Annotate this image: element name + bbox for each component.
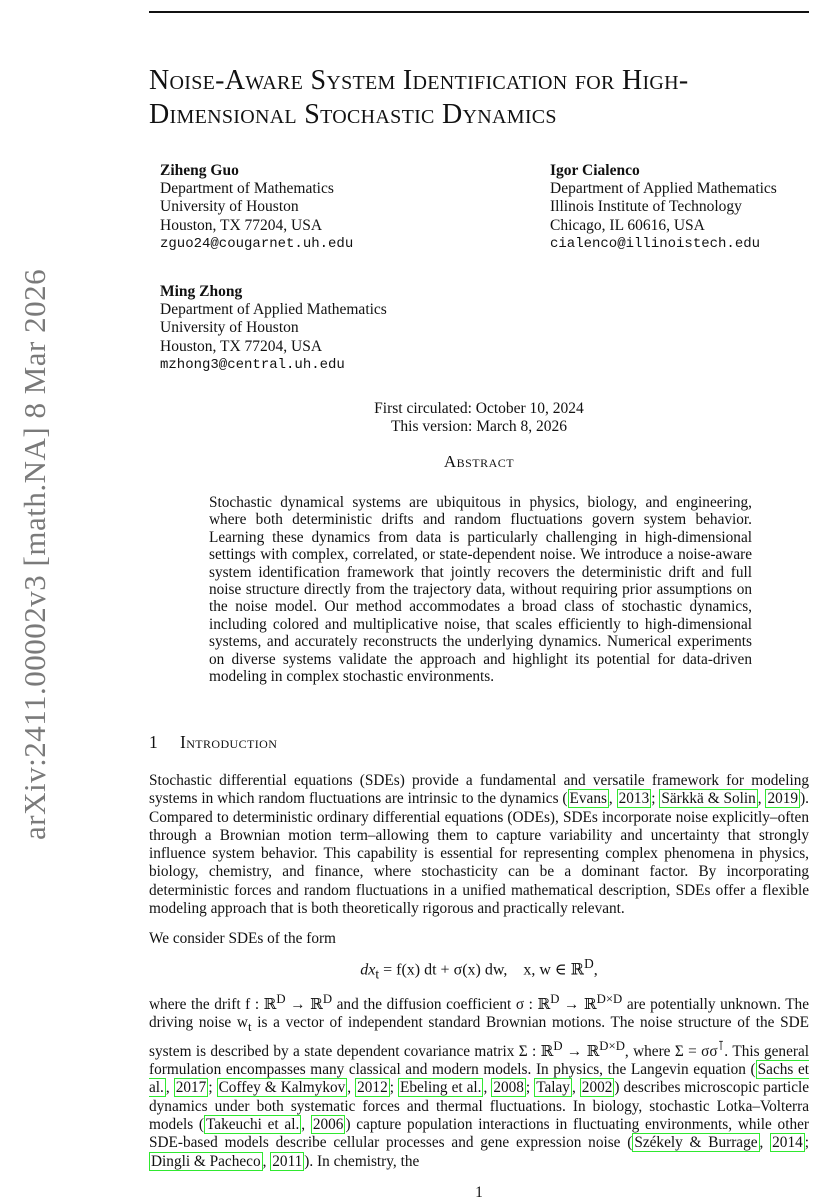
author-address: Houston, TX 77204, USA [160, 216, 323, 234]
text-run: and the diffusion coefficient σ : ℝ [332, 996, 551, 1014]
section-number: 1 [149, 732, 159, 752]
author-name: Ziheng Guo [160, 162, 239, 179]
citation-link[interactable]: Ebeling et al. [399, 1079, 482, 1097]
text-run: , [608, 790, 617, 808]
author-block-1 [160, 162, 353, 253]
author-institution: University of Houston [160, 198, 299, 216]
section-heading [149, 732, 277, 753]
author-institution: Illinois Institute of Technology [550, 198, 742, 216]
subscript: t [247, 1020, 252, 1035]
page-number: 1 [475, 1184, 483, 1201]
text-run: , [262, 1152, 271, 1170]
text-run: ; [208, 1079, 217, 1097]
superscript: D [553, 1038, 563, 1053]
title-line-1: Noise-Aware System Identification for High- [149, 65, 689, 96]
citation-link[interactable]: Coffey & Kalmykov [218, 1079, 346, 1097]
citation-link[interactable]: 2017 [175, 1079, 207, 1097]
text-run: , [757, 790, 766, 808]
superscript: ⊺ [717, 1038, 725, 1053]
text-run: is a vector of independent standard Brownian motions. The noise structure of the SDE system is described by a state dependent covariance matrix Σ : ℝ [149, 1014, 809, 1060]
citation-link[interactable]: 2002 [581, 1079, 613, 1097]
text-run: , [483, 1079, 492, 1097]
arxiv-sidebar-stamp: arXiv:2411.00002v3 [math.NA] 8 Mar 2026 [17, 268, 52, 840]
text-run: where the drift f : ℝ [149, 996, 277, 1014]
superscript: D×D [596, 992, 623, 1006]
text-run: ) capture population interactions in fluctuating environments, while other SDE-based models describe cellular processes and gene expression noise ( [149, 1116, 809, 1152]
author-email[interactable]: cialenco@illinoistech.edu [550, 235, 761, 252]
equation-superscript: D [584, 956, 594, 971]
text-run: ). In chemistry, the [304, 1152, 420, 1170]
citation-link[interactable]: Sachs et al. [149, 1061, 809, 1097]
citation-link[interactable]: 2014 [772, 1134, 803, 1152]
author-department: Department of Applied Mathematics [160, 301, 387, 319]
text-run: ). Compared to deterministic ordinary differential equations (ODEs), SDEs incorporate noise explicitly–often through a Brownian motion term–allowing them to capture variability and uncertainty that strongly influence system behavior. This capability is essential for representing complex phenomena in physics, biology, chemistry, and finance, where stochasticity can be a dominant factor. By incorporating deterministic forces and random fluctuations in a unified mathematical description, SDEs offer a flexible modeling approach that is both theoretically rigorous and practically relevant. [149, 790, 809, 918]
abstract-text: Stochastic dynamical systems are ubiquitous in physics, biology, and engineering, where both deterministic drifts and random fluctuations govern system behavior. Learning these dynamics from data is particularly challenging in high-dimensional settings with complex, correlated, or state-dependent noise. We introduce a noise-aware system identification framework that jointly recovers the deterministic drift and full noise structure directly from the trajectory data, without requiring prior assumptions on the noise model. Our method accommodates a broad class of stochastic dynamics, including colored and multiplicative noise, that scales efficiently to high-dimensional systems, and accurately reconstructs the underlying dynamics. Numerical experiments on diverse systems validate the approach and highlight its potential for data-driven modeling in complex stochastic environments. [209, 494, 752, 686]
abstract-heading: Abstract [443, 452, 515, 471]
text-run: ; [804, 1134, 809, 1152]
text-run: , [165, 1079, 174, 1097]
paper-title [149, 64, 809, 132]
sde-equation: $dx_t = f(x)$ dt + σ(x) dw, x, w ∈ ℝ$^D$, [360, 956, 598, 982]
author-department: Department of Applied Mathematics [550, 180, 777, 198]
text-run: ) describes microscopic particle dynamics under both systematic forces and thermal fluctuations. In biology, stochastic Lotka–Volterra models ( [149, 1079, 810, 1134]
date-block [149, 400, 809, 436]
author-institution: University of Houston [160, 319, 299, 337]
text-run: → ℝ [562, 1042, 600, 1060]
author-department: Department of Mathematics [160, 180, 334, 198]
citation-link[interactable]: 2006 [312, 1116, 344, 1134]
intro-paragraph-3 [149, 990, 809, 1171]
superscript: D×D [599, 1038, 625, 1053]
version-date: This version: March 8, 2026 [390, 418, 568, 435]
text-run: ; [525, 1079, 535, 1097]
equation-domain: x, w ∈ ℝ [523, 961, 585, 979]
citation-link[interactable]: Dingli & Pacheco [151, 1152, 261, 1170]
author-email[interactable]: zguo24@cougarnet.uh.edu [160, 235, 354, 252]
citation-link[interactable]: 2019 [767, 790, 799, 808]
equation-rhs: = f(x) dt + σ(x) dw, [383, 961, 508, 979]
author-name: Ming Zhong [160, 283, 243, 300]
citation-link[interactable]: 2008 [493, 1079, 524, 1097]
text-run: , [571, 1079, 580, 1097]
first-circulated-date: First circulated: October 10, 2024 [374, 400, 584, 417]
text-run: → ℝ [559, 996, 597, 1014]
text-run: . This general formulation encompasses many classical and modern models. In physics, the Langevin equation ( [149, 1042, 809, 1079]
author-block-2 [550, 162, 777, 253]
citation-link[interactable]: Székely & Burrage [634, 1134, 758, 1152]
text-run: are potentially unknown. The driving noise w [149, 996, 809, 1032]
citation-link[interactable]: 2012 [357, 1079, 388, 1097]
citation-link[interactable]: Evans [569, 790, 607, 808]
equation-lhs: dx [360, 961, 376, 979]
author-block-3 [160, 283, 387, 374]
author-address: Houston, TX 77204, USA [160, 337, 323, 355]
top-rule [149, 11, 809, 13]
text-run: → ℝ [285, 996, 323, 1014]
intro-paragraph-2: We consider SDEs of the form [149, 930, 336, 947]
text-run: , [759, 1134, 771, 1152]
intro-paragraph-1 [149, 772, 809, 918]
superscript: D [322, 992, 333, 1006]
text-run: Stochastic differential equations (SDEs) provide a fundamental and versatile framework for modeling systems in which random fluctuations are intrinsic to the dynamics ( [149, 772, 809, 808]
superscript: D [550, 992, 560, 1006]
text-run: ; [389, 1079, 398, 1097]
citation-link[interactable]: Särkkä & Solin [661, 790, 756, 808]
author-name: Igor Cialenco [550, 162, 640, 179]
author-address: Chicago, IL 60616, USA [550, 216, 705, 234]
text-run: ; [651, 790, 660, 808]
text-run: , where Σ = σσ [624, 1042, 718, 1060]
citation-link[interactable]: 2011 [272, 1152, 303, 1170]
equation-subscript: t [375, 966, 380, 982]
section-title: Introduction [180, 732, 278, 752]
text-run: , [347, 1079, 356, 1097]
citation-link[interactable]: 2013 [618, 790, 650, 808]
text-run: , [301, 1116, 311, 1134]
citation-link[interactable]: Talay [536, 1079, 570, 1097]
author-email[interactable]: mzhong3@central.uh.edu [160, 356, 345, 373]
citation-link[interactable]: Takeuchi et al. [206, 1116, 300, 1134]
title-line-2: Dimensional Stochastic Dynamics [149, 99, 557, 130]
superscript: D [276, 992, 286, 1006]
